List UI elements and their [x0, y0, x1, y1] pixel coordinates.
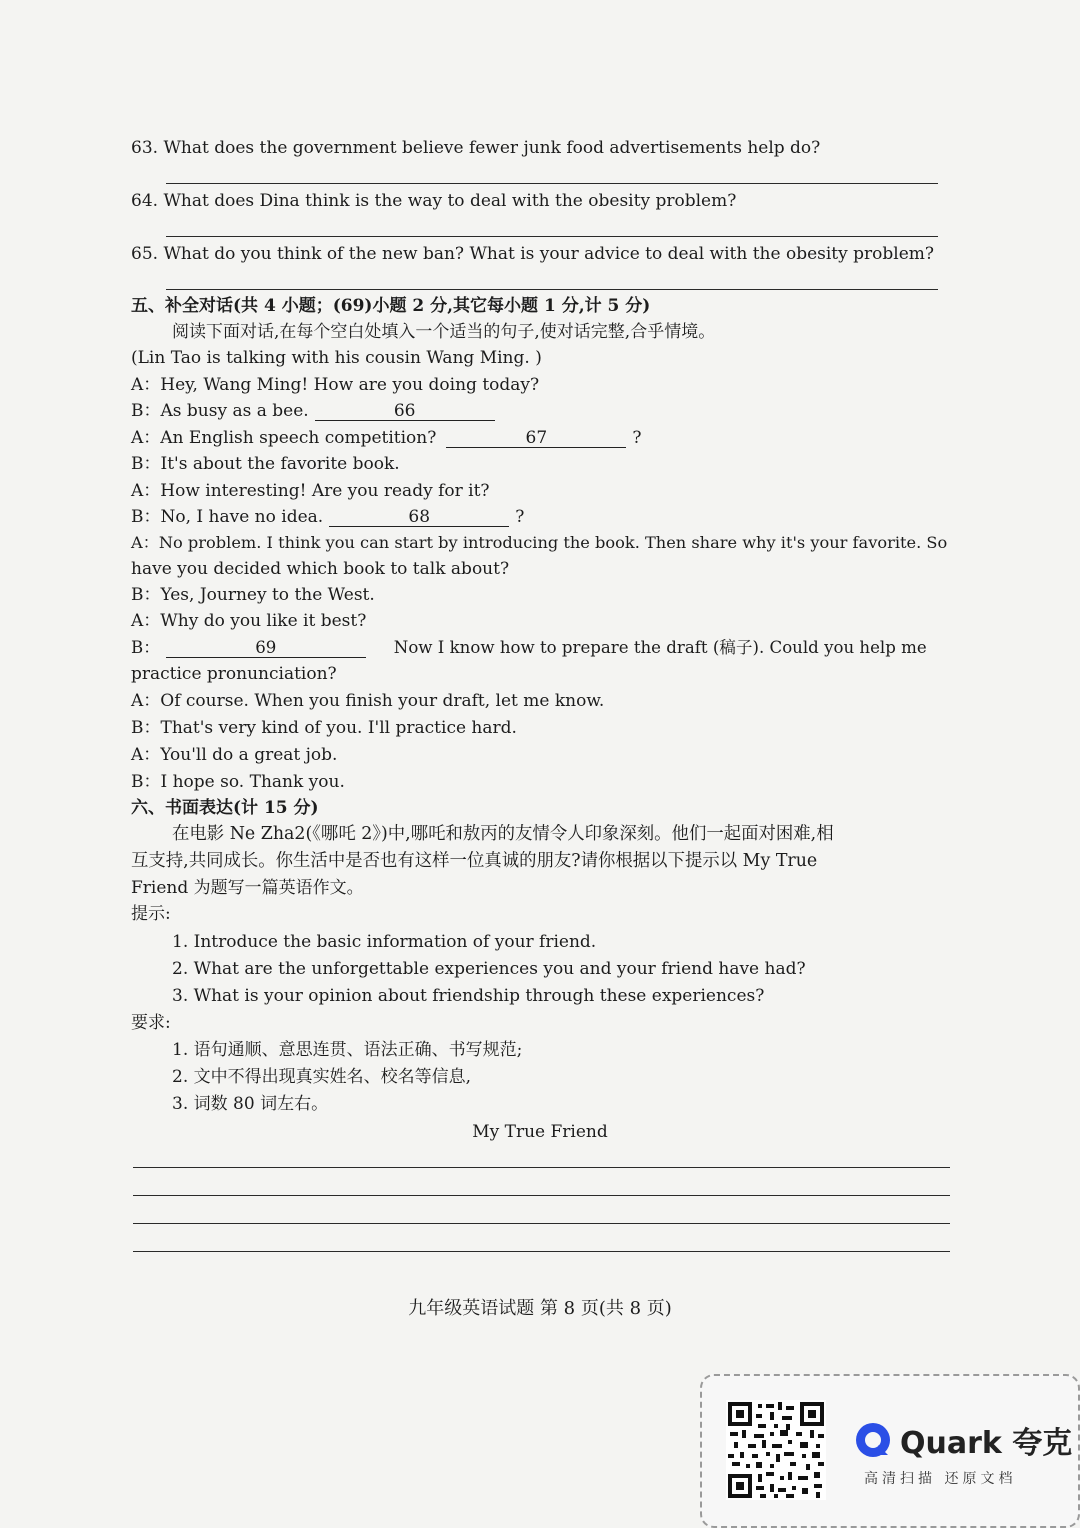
dialogue-line: B：It's about the favorite book. [131, 454, 400, 474]
section5-instruction: 阅读下面对话,在每个空白处填入一个适当的句子,使对话完整,合乎情境。 [172, 322, 716, 342]
quark-slogan: 高清扫描 还原文档 [864, 1471, 1017, 1487]
dialogue-line: A：Of course. When you finish your draft, let me know. [131, 691, 605, 711]
dialogue-line: A：Why do you like it best? [131, 611, 367, 631]
requirement-item: 2. 文中不得出现真实姓名、校名等信息, [172, 1067, 472, 1087]
writing-line[interactable] [133, 1195, 950, 1196]
hint-item: 1. Introduce the basic information of your friend. [172, 932, 597, 952]
requirement-item: 3. 词数 80 词左右。 [172, 1094, 329, 1114]
dialogue-line: practice pronunciation? [131, 664, 337, 684]
question-65: 65. What do you think of the new ban? What is your advice to deal with the obesity problem? [131, 244, 935, 264]
quark-logo [854, 1418, 1072, 1462]
writing-line[interactable] [133, 1167, 950, 1168]
essay-title: My True Friend [472, 1122, 608, 1142]
hints-label: 提示: [131, 904, 171, 924]
dialogue-line: B：No, I have no idea. 68 ? [131, 507, 525, 527]
dialogue-context: (Lin Tao is talking with his cousin Wang Ming. ) [131, 348, 542, 368]
requirement-item: 1. 语句通顺、意思连贯、语法正确、书写规范; [172, 1040, 523, 1060]
blank-69[interactable]: 69 [166, 639, 366, 658]
hint-item: 3. What is your opinion about friendship through these experiences? [172, 986, 765, 1006]
section6-intro: 互支持,共同成长。你生活中是否也有这样一位真诚的朋友?请你根据以下提示以 My True [131, 851, 818, 871]
dialogue-line: B：I hope so. Thank you. [131, 772, 345, 792]
dialogue-line: A：An English speech competition? 67 ? [131, 428, 642, 448]
quark-watermark [700, 1374, 1080, 1528]
dialogue-line: B：Yes, Journey to the West. [131, 585, 375, 605]
requirements-label: 要求: [131, 1013, 171, 1033]
section6-title: 六、书面表达(计 15 分) [131, 798, 319, 818]
writing-line[interactable] [133, 1251, 950, 1252]
qr-code-icon [726, 1400, 826, 1500]
quark-logo-icon [854, 1421, 892, 1459]
blank-66[interactable]: 66 [315, 402, 495, 421]
quark-brand: Quark 夸克 [900, 1426, 1073, 1461]
dialogue-line: have you decided which book to talk about? [131, 559, 510, 579]
dialogue-line: A：How interesting! Are you ready for it? [131, 481, 490, 501]
page-footer: 九年级英语试题 第 8 页(共 8 页) [408, 1298, 672, 1319]
dialogue-line: A：No problem. I think you can start by introducing the book. Then share why it's your favorite. So [131, 533, 948, 552]
question-64: 64. What does Dina think is the way to deal with the obesity problem? [131, 191, 737, 211]
dialogue-line: B：As busy as a bee. 66 [131, 400, 501, 422]
dialogue-line: B：That's very kind of you. I'll practice hard. [131, 718, 517, 738]
answer-line-64 [166, 236, 938, 237]
section5-title: 五、补全对话(共 4 小题；(69)小题 2 分,其它每小题 1 分,计 5 分) [131, 296, 651, 316]
section6-intro: Friend 为题写一篇英语作文。 [131, 878, 364, 898]
answer-line-63 [166, 183, 938, 184]
dialogue-line: B： 69 Now I know how to prepare the draft (稿子). Could you help me [131, 638, 927, 657]
question-63: 63. What does the government believe fewer junk food advertisements help do? [131, 138, 821, 158]
blank-68[interactable]: 68 [329, 508, 509, 527]
section6-intro: 在电影 Ne Zha2(《哪吒 2》)中,哪吒和敖丙的友情令人印象深刻。他们一起面对困难,相 [172, 824, 834, 844]
hint-item: 2. What are the unforgettable experiences you and your friend have had? [172, 959, 806, 979]
blank-67[interactable]: 67 [446, 429, 626, 448]
dialogue-line: A：Hey, Wang Ming! How are you doing today? [131, 375, 540, 395]
dialogue-line: A：You'll do a great job. [131, 745, 338, 765]
answer-line-65 [166, 289, 938, 290]
writing-line[interactable] [133, 1223, 950, 1224]
